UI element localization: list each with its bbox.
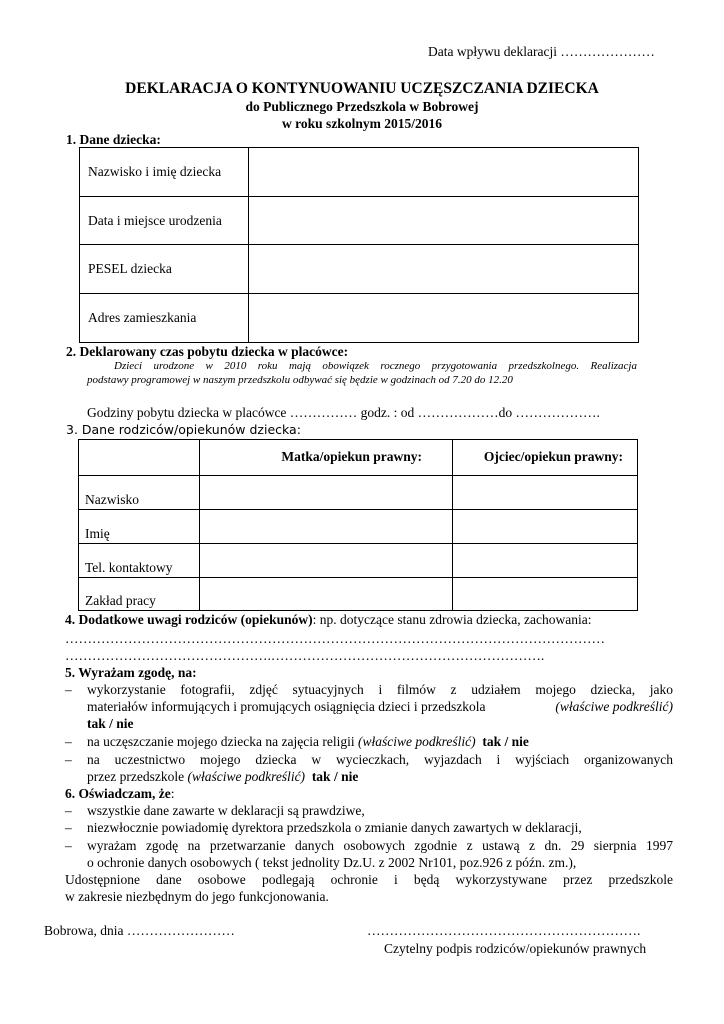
consent2-line [87, 734, 529, 750]
bullet-dash: – [65, 682, 72, 697]
section3-heading: 3. Dane rodziców/opiekunów dziecka: [66, 422, 301, 437]
consent2-choice[interactable]: tak / nie [482, 734, 529, 749]
child-label-pesel: PESEL dziecka [80, 245, 249, 294]
child-label-address: Adres zamieszkania [80, 294, 249, 343]
remarks-line-1[interactable]: ………………………………………………………………………………………………………… [65, 631, 605, 646]
consent2-hint: (właściwe podkreślić) [357, 734, 476, 749]
section1-heading: 1. Dane dziecka: [66, 132, 161, 147]
hours-line[interactable]: Godziny pobytu dziecka w placówce …………… godz. : od ………………do ………………. [87, 405, 600, 420]
father-input-surname[interactable] [453, 476, 638, 510]
section2-heading: 2. Deklarowany czas pobytu dziecka w placówce: [66, 344, 349, 359]
bullet-dash: – [65, 803, 72, 818]
document-subtitle-year: w roku szkolnym 2015/2016 [282, 116, 442, 131]
consent1-line2 [87, 699, 673, 715]
document-title: DEKLARACJA O KONTYNUOWANIU UCZĘSZCZANIA DZIECKA [125, 80, 599, 97]
consent1-hint: (właściwe podkreślić) [555, 699, 673, 714]
consent3-hint: (właściwe podkreślić) [187, 769, 306, 784]
father-input-work[interactable] [453, 578, 638, 611]
child-input-name[interactable] [249, 148, 639, 197]
parents-data-table [78, 439, 638, 611]
signature-line[interactable]: ……………………………………………………. [367, 923, 641, 938]
parents-label-name: Imię [79, 510, 200, 544]
statement1: wszystkie dane zawarte w deklaracji są prawdziwe, [87, 803, 365, 818]
section4-heading [65, 612, 592, 628]
child-input-address[interactable] [249, 294, 639, 343]
child-row-address [80, 294, 639, 343]
place-date-field[interactable]: Bobrowa, dnia …………………… [44, 923, 235, 938]
child-row-birth [80, 197, 639, 245]
father-input-name[interactable] [453, 510, 638, 544]
parents-row-phone [79, 544, 638, 578]
statement3-line1: wyrażam zgodę na przetwarzanie danych osobowych zgodnie z ustawą z dn. 29 sierpnia 1997 [87, 838, 673, 853]
child-label-birth: Data i miejsce urodzenia [80, 197, 249, 245]
document-subtitle-school: do Publicznego Przedszkola w Bobrowej [245, 99, 479, 114]
section6-heading-text: 6. Oświadczam, że [65, 786, 171, 801]
bullet-dash: – [65, 838, 72, 853]
parents-header-row [79, 440, 638, 476]
child-label-name: Nazwisko i imię dziecka [80, 148, 249, 197]
consent1-text: materiałów informujących i promujących osiągnięcia dzieci i przedszkola [87, 699, 486, 714]
child-input-birth[interactable] [249, 197, 639, 245]
child-data-table [79, 147, 639, 343]
child-row-pesel [80, 245, 639, 294]
section6-heading-colon: : [170, 786, 175, 801]
consent1-line1: wykorzystanie fotografii, zdjęć sytuacyjnych i filmów z udziałem mojego dziecka, jako [87, 682, 673, 697]
remarks-line-2[interactable]: ……………………………………….……………………………………………………. [65, 648, 545, 663]
section2-note-line2: podstawy programowej w naszym przedszkolu odbywać się będzie w godzinach od 7.20 do 12.20 [87, 374, 513, 386]
parents-row-name [79, 510, 638, 544]
bullet-dash: – [65, 734, 72, 749]
date-received-field: Data wpływu deklaracji ………………… [428, 44, 655, 59]
consent3-line2 [87, 769, 358, 785]
parents-label-surname: Nazwisko [79, 476, 200, 510]
statement3-line2: o ochronie danych osobowych ( tekst jednolity Dz.U. z 2002 Nr101, poz.926 z późn. zm.), [87, 855, 577, 870]
parents-label-phone: Tel. kontaktowy [79, 544, 200, 578]
mother-input-phone[interactable] [200, 544, 453, 578]
section4-heading-bold: 4. Dodatkowe uwagi rodziców (opiekunów) [65, 612, 313, 627]
parents-header-empty [79, 440, 200, 476]
consent2-text: na uczęszczanie mojego dziecka na zajęcia religii [87, 734, 355, 749]
closing-line2: w zakresie niezbędnym do jego funkcjonowania. [65, 889, 329, 904]
section6-heading [65, 786, 175, 802]
bullet-dash: – [65, 820, 72, 835]
consent1-choice[interactable]: tak / nie [87, 716, 134, 731]
section2-note-line1: Dzieci urodzone w 2010 roku mają obowiązek rocznego przygotowania przedszkolnego. Realizacja [114, 360, 637, 372]
signature-label: Czytelny podpis rodziców/opiekunów prawnych [384, 941, 647, 956]
father-input-phone[interactable] [453, 544, 638, 578]
consent3-line1: na uczestnictwo mojego dziecka w wycieczkach, wyjazdach i wyjściach organizowanych [87, 752, 673, 767]
col-father-header: Ojciec/opiekun prawny: [453, 440, 638, 476]
child-row-name [80, 148, 639, 197]
mother-input-work[interactable] [200, 578, 453, 611]
consent3-text: przez przedszkole [87, 769, 185, 784]
child-input-pesel[interactable] [249, 245, 639, 294]
parents-row-surname [79, 476, 638, 510]
consent3-choice[interactable]: tak / nie [311, 769, 359, 784]
col-mother-header: Matka/opiekun prawny: [200, 440, 453, 476]
section5-heading: 5. Wyrażam zgodę, na: [65, 665, 197, 680]
bullet-dash: – [65, 752, 72, 767]
closing-line1: Udostępnione dane osobowe podlegają ochronie i będą wykorzystywane przez przedszkole [65, 872, 673, 887]
parents-label-work: Zakład pracy [79, 578, 200, 611]
statement2: niezwłocznie powiadomię dyrektora przedszkola o zmianie danych zawartych w deklaracji, [87, 820, 582, 835]
mother-input-surname[interactable] [200, 476, 453, 510]
parents-row-work [79, 578, 638, 611]
section4-heading-rest: : np. dotyczące stanu zdrowia dziecka, zachowania: [312, 612, 592, 627]
mother-input-name[interactable] [200, 510, 453, 544]
